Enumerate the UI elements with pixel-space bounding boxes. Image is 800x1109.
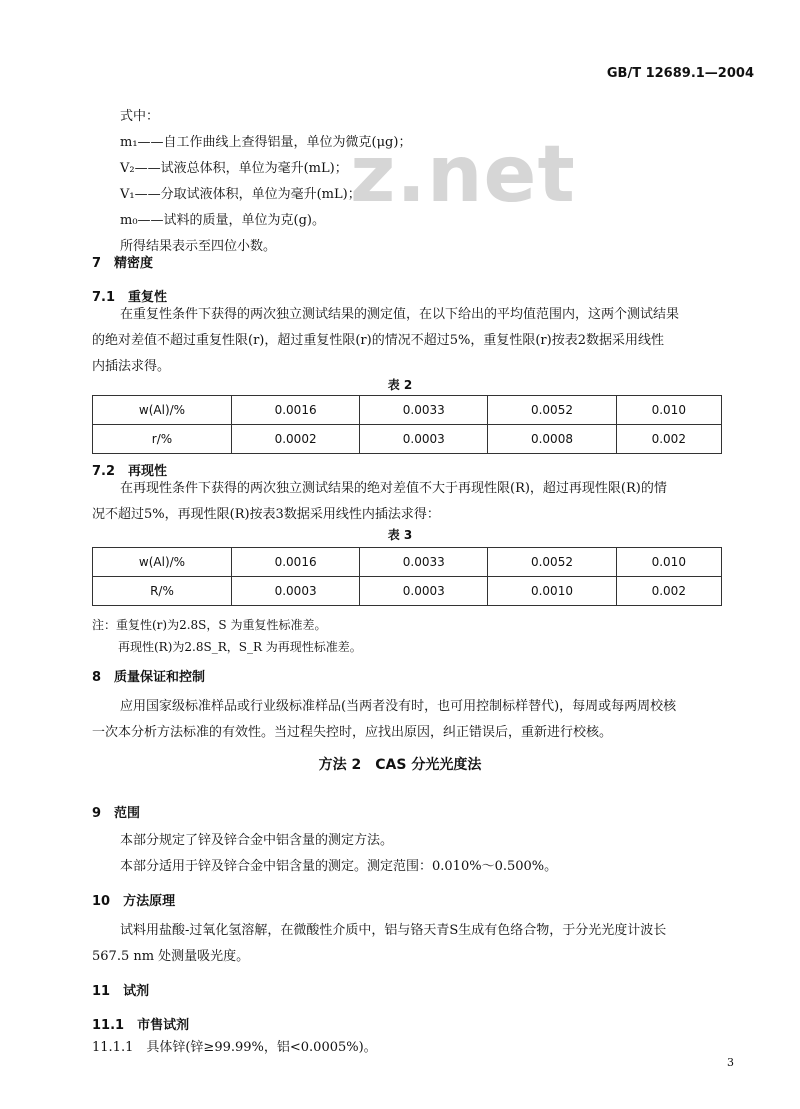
legend-line: V₂——试液总体积，单位为毫升(mL)；: [120, 161, 348, 176]
section-9-title: 9 范围: [92, 806, 141, 821]
section-7-1-body: [92, 302, 679, 380]
table-row: [93, 548, 722, 577]
table-cell: 0.0003: [232, 577, 360, 606]
table-cell: 0.002: [616, 577, 721, 606]
table-row: [93, 577, 722, 606]
table-cell: w(Al)/%: [93, 396, 232, 425]
table-cell: 0.0003: [360, 425, 488, 454]
table-cell: 0.0010: [488, 577, 616, 606]
section-8-title: 8 质量保证和控制: [92, 670, 206, 685]
section-10-title: 10 方法原理: [92, 894, 176, 909]
table-3: [92, 547, 722, 606]
table-row: [93, 425, 722, 454]
paragraph-line: 应用国家级标准样品或行业级标准样品(当两者没有时，也可用控制标样替代)，每周或每两周校核: [120, 699, 677, 714]
legend-line: V₁——分取试液体积，单位为毫升(mL)；: [120, 187, 361, 202]
paragraph-line: 内插法求得。: [92, 359, 171, 374]
table-3-caption: 表 3: [387, 528, 413, 542]
paragraph-line: 567.5 nm 处测量吸光度。: [92, 949, 250, 964]
table-cell: 0.0052: [488, 396, 616, 425]
paragraph-line: 在再现性条件下获得的两次独立测试结果的绝对差值不大于再现性限(R)，超过再现性限(R)的情: [120, 481, 667, 496]
section-7-title: 7 精密度: [92, 256, 154, 271]
table-cell: 0.010: [616, 548, 721, 577]
table-cell: r/%: [93, 425, 232, 454]
table-cell: 0.0016: [232, 396, 360, 425]
table-cell: 0.0003: [360, 577, 488, 606]
page-number: 3: [727, 1056, 734, 1069]
paragraph-line: 在重复性条件下获得的两次独立测试结果的测定值，在以下给出的平均值范围内，这两个测试结果: [120, 307, 680, 322]
legend-intro: 式中：: [120, 109, 160, 124]
section-11-1-title: 11.1 市售试剂: [92, 1018, 190, 1033]
section-11-title: 11 试剂: [92, 984, 150, 999]
section-7-1-title: 7.1 重复性: [92, 290, 168, 305]
table-cell: 0.0008: [488, 425, 616, 454]
section-11-1-1-item: 11.1.1 具体锌(锌≥99.99%，铝<0.0005%)。: [92, 1040, 377, 1055]
standard-id: GB/T 12689.1—2004: [606, 66, 754, 81]
watermark: z.net: [350, 130, 576, 220]
note-line: 注：重复性(r)为2.8S，S 为重复性标准差。: [92, 618, 327, 632]
table-cell: 0.0016: [232, 548, 360, 577]
section-10-body: [92, 918, 666, 970]
formula-legend: [120, 104, 411, 260]
table-2-caption: 表 2: [387, 378, 413, 392]
note-line: 再现性(R)为2.8S_R，S_R 为再现性标准差。: [118, 640, 362, 654]
section-9-body: [120, 828, 557, 880]
paragraph-line: 的绝对差值不超过重复性限(r)，超过重复性限(r)的情况不超过5%，重复性限(r)按表2数据采用线性: [92, 333, 664, 348]
legend-line: 所得结果表示至四位小数。: [120, 239, 277, 254]
method-2-title: 方法 2 CAS 分光光度法: [318, 757, 482, 773]
section-8-body: [92, 694, 676, 746]
table-cell: R/%: [93, 577, 232, 606]
legend-line: m₀——试料的质量，单位为克(g)。: [120, 213, 326, 228]
table-row: [93, 396, 722, 425]
section-7-2-body: [92, 476, 667, 528]
paragraph-line: 本部分适用于锌及锌合金中铝含量的测定。测定范围：0.010%～0.500%。: [120, 859, 558, 874]
table-notes: [92, 614, 362, 658]
table-cell: 0.0033: [360, 548, 488, 577]
paragraph-line: 况不超过5%，再现性限(R)按表3数据采用线性内插法求得：: [92, 507, 440, 522]
table-cell: 0.0033: [360, 396, 488, 425]
table-cell: 0.002: [616, 425, 721, 454]
paragraph-line: 试料用盐酸-过氧化氢溶解，在微酸性介质中，铝与铬天青S生成有色络合物，于分光光度计波长: [120, 923, 667, 938]
legend-line: m₁——自工作曲线上查得铝量，单位为微克(μg)；: [120, 135, 412, 150]
table-cell: 0.0002: [232, 425, 360, 454]
section-7-2-title: 7.2 再现性: [92, 464, 168, 479]
table-cell: 0.0052: [488, 548, 616, 577]
table-cell: 0.010: [616, 396, 721, 425]
table-2: [92, 395, 722, 454]
paragraph-line: 一次本分析方法标准的有效性。当过程失控时，应找出原因，纠正错误后，重新进行校核。: [92, 725, 613, 740]
paragraph-line: 本部分规定了锌及锌合金中铝含量的测定方法。: [120, 833, 394, 848]
table-cell: w(Al)/%: [93, 548, 232, 577]
